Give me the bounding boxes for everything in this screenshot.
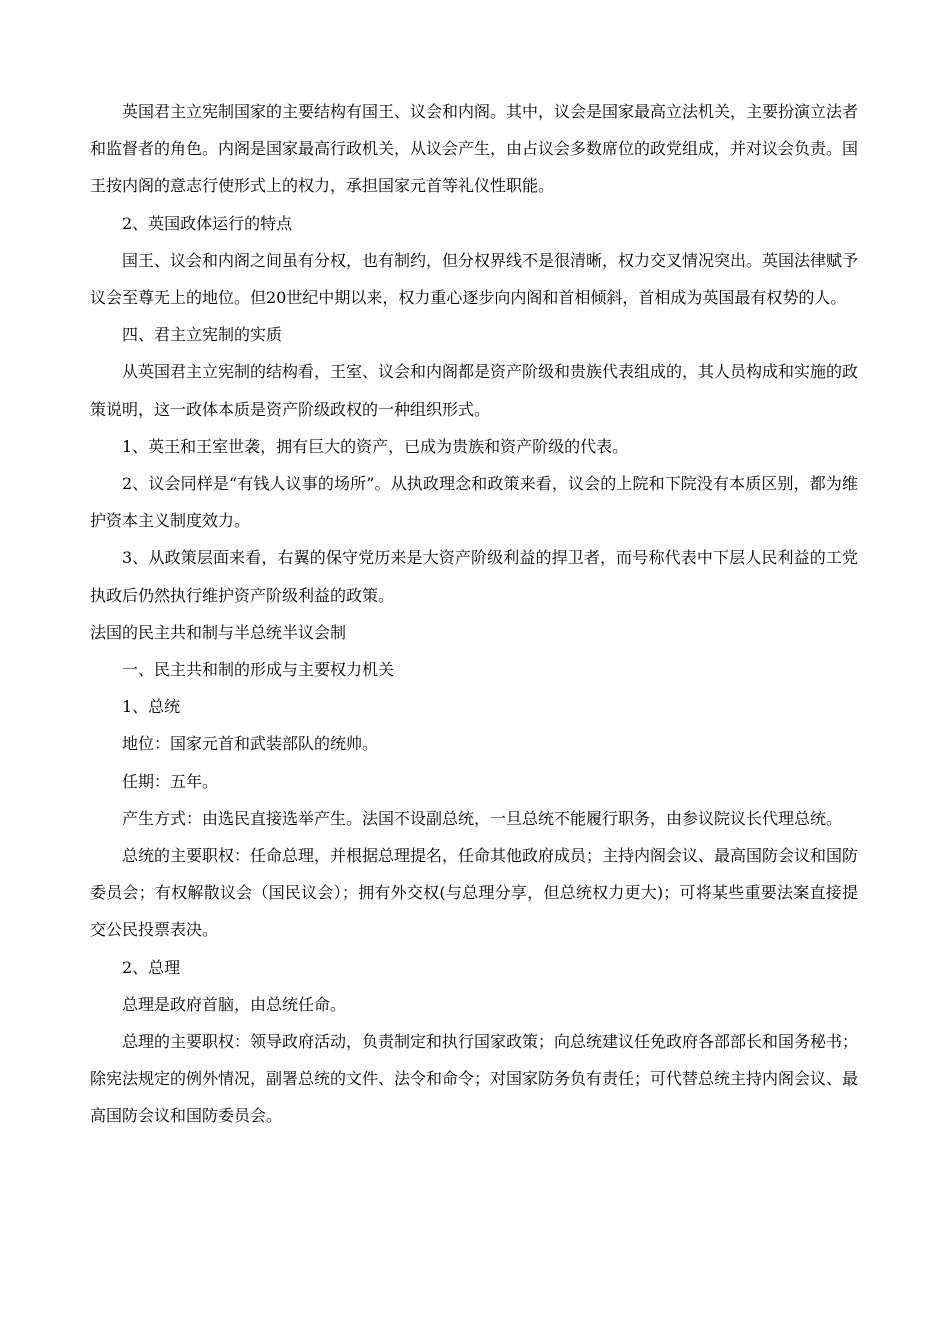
heading-premier: 2、总理 [122, 957, 181, 977]
heading-uk-operation: 2、英国政体运行的特点 [122, 213, 293, 233]
paragraph-essence-point-3: 3、从政策层面来看，右翼的保守党历来是大资产阶级利益的捍卫者，而号称代表中下层人民利益的工党执政后仍然执行维护资产阶级利益的政策。 [90, 548, 858, 605]
document-page [90, 93, 858, 1135]
paragraph-essence-point-1: 1、英王和王室世袭，拥有巨大的资产，已成为贵族和资产阶级的代表。 [122, 436, 629, 456]
heading-essence: 四、君主立宪制的实质 [122, 325, 283, 345]
paragraph-president-election: 产生方式：由选民直接选举产生。法国不设副总统，一旦总统不能履行职务，由参议院议长代理总统。 [122, 808, 843, 828]
paragraph-essence: 从英国君主立宪制的结构看，王室、议会和内阁都是资产阶级和贵族代表组成的，其人员构成和实施的政策说明，这一政体本质是资产阶级政权的一种组织形式。 [90, 362, 859, 419]
paragraph-essence-point-2: 2、议会同样是“有钱人议事的场所”。从执政理念和政策来看，议会的上院和下院没有本质区别，都为维护资本主义制度效力。 [90, 474, 858, 531]
section-title-france: 法国的民主共和制与半总统半议会制 [90, 622, 347, 642]
heading-president: 1、总统 [122, 697, 181, 717]
paragraph-president-term: 任期：五年。 [122, 771, 219, 791]
paragraph-premier-role: 总理是政府首脑，由总统任命。 [122, 994, 347, 1014]
paragraph-uk-operation: 国王、议会和内阁之间虽有分权，也有制约，但分权界线不是很清晰，权力交叉情况突出。英国法律赋予议会至尊无上的地位。但20世纪中期以来，权力重心逐步向内阁和首相倾斜，首相成为英国最有权势的人。 [90, 250, 859, 308]
paragraph-president-powers: 总统的主要职权：任命总理，并根据总理提名，任命其他政府成员；主持内阁会议、最高国防会议和国防委员会；有权解散议会（国民议会）；拥有外交权(与总理分享，但总统权力更大)；可将某些重要法案直接提交公民投票表决。 [90, 846, 859, 940]
heading-france-formation: 一、民主共和制的形成与主要权力机关 [122, 660, 395, 680]
paragraph-uk-structure: 英国君主立宪制国家的主要结构有国王、议会和内阁。其中，议会是国家最高立法机关，主要扮演立法者和监督者的角色。内阁是国家最高行政机关，从议会产生，由占议会多数席位的政党组成，并对议会负责。国王按内阁的意志行使形式上的权力，承担国家元首等礼仪性职能。 [90, 102, 859, 196]
paragraph-president-status: 地位：国家元首和武装部队的统帅。 [122, 734, 379, 754]
paragraph-premier-powers: 总理的主要职权：领导政府活动，负责制定和执行国家政策；向总统建议任免政府各部部长和国务秘书；除宪法规定的例外情况，副署总统的文件、法令和命令；对国家防务负有责任；可代替总统主持内阁会议、最高国防会议和国防委员会。 [90, 1032, 859, 1126]
